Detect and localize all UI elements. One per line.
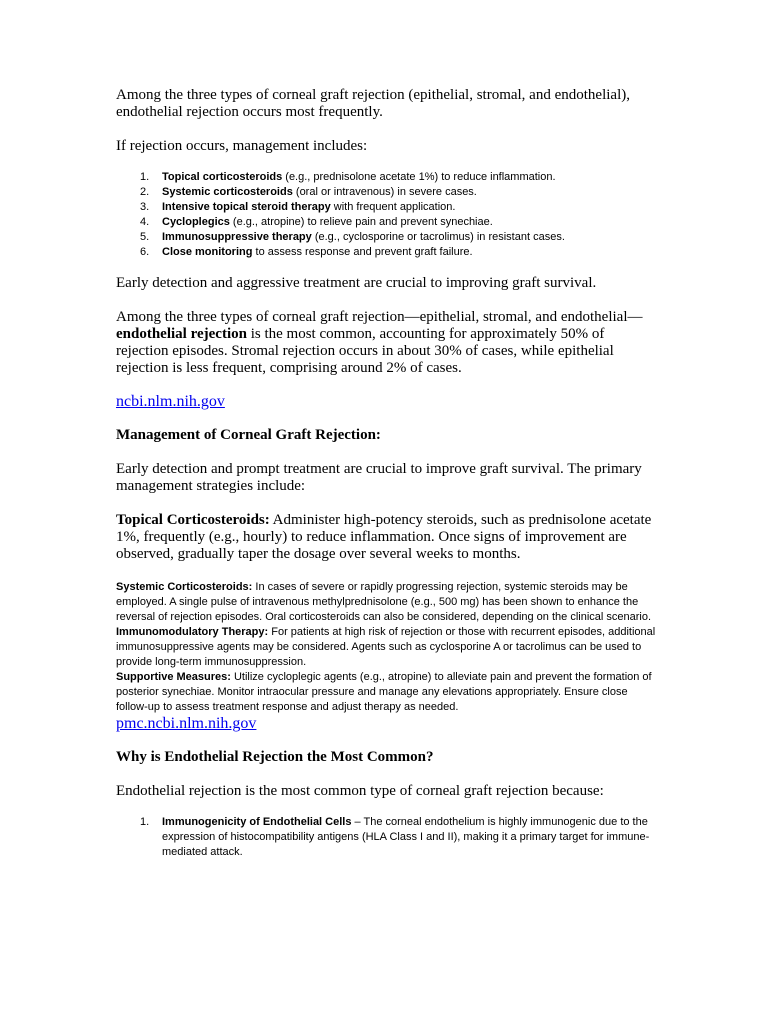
immunomodulatory-paragraph xyxy=(116,625,658,670)
list-item-text: (e.g., prednisolone acetate 1%) to reduce inflammation. xyxy=(282,171,556,183)
list-number: 1. xyxy=(140,171,150,183)
section-heading-why-endothelial: Why is Endothelial Rejection the Most Common? xyxy=(116,749,434,765)
list-item-text: with frequent application. xyxy=(330,201,456,213)
systemic-corticosteroids-paragraph xyxy=(116,580,658,625)
source-link-ncbi[interactable]: ncbi.nlm.nih.gov xyxy=(116,393,225,410)
strategies-block xyxy=(116,580,658,715)
paragraph-text: Among the three types of corneal graft rejection—epithelial, stromal, and endothelial— xyxy=(116,309,643,325)
source-link-pmc[interactable]: pmc.ncbi.nlm.nih.gov xyxy=(116,715,257,732)
list-item xyxy=(116,200,658,215)
paragraph-text: In cases of severe or rapidly progressing rejection, systemic steroids may be employed. A single pulse of intravenous methylprednisolone (e.g., 500 mg) has been shown to enhance the reversal of rejection episodes. Oral corticosteroids can also be considered, depending on the clinical scenario. xyxy=(116,581,652,623)
list-item xyxy=(116,245,658,260)
paragraph-text: For patients at high risk of rejection or those with recurrent episodes, additional immunosuppressive agents may be considered. Agents such as cyclosporine A or tacrolimus can be used to provide long-term immunosuppression. xyxy=(116,626,656,668)
list-number: 5. xyxy=(140,231,150,243)
list-item xyxy=(116,170,658,185)
list-number: 1. xyxy=(140,816,150,828)
list-item-text: (e.g., atropine) to relieve pain and prevent synechiae. xyxy=(229,216,493,228)
reasons-list xyxy=(116,815,658,860)
list-number: 2. xyxy=(140,186,150,198)
list-item-term: Immunosuppressive therapy xyxy=(162,231,312,243)
why-intro: Endothelial rejection is the most common type of corneal graft rejection because: xyxy=(116,783,604,799)
rejection-types-paragraph xyxy=(116,309,658,377)
intro-paragraph: Among the three types of corneal graft rejection (epithelial, stromal, and endothelial), endothelial rejection occurs most frequently. xyxy=(116,87,630,120)
management-intro: If rejection occurs, management includes: xyxy=(116,138,368,154)
list-item-term: Immunogenicity of Endothelial Cells xyxy=(162,816,352,828)
list-item-text: (oral or intravenous) in severe cases. xyxy=(292,186,477,198)
term-label: Supportive Measures: xyxy=(116,671,231,683)
topical-corticosteroids-paragraph xyxy=(116,512,658,563)
list-item-term: Intensive topical steroid therapy xyxy=(162,201,331,213)
management-strategies-intro: Early detection and prompt treatment are crucial to improve graft survival. The primary management strategies include: xyxy=(116,461,642,494)
list-number: 4. xyxy=(140,216,150,228)
list-item xyxy=(116,215,658,230)
list-number: 6. xyxy=(140,246,150,258)
term-label: Immunomodulatory Therapy: xyxy=(116,626,269,638)
list-item xyxy=(116,815,658,860)
list-item-text: – The corneal endothelium is highly immunogenic due to the expression of histocompatibility antigens (HLA Class I and II), making it a primary target for immune-mediated attack. xyxy=(162,816,650,858)
term-label: Systemic Corticosteroids: xyxy=(116,581,253,593)
list-item-term: Close monitoring xyxy=(162,246,253,258)
list-item xyxy=(116,230,658,245)
section-heading-management: Management of Corneal Graft Rejection: xyxy=(116,427,381,443)
early-detection-paragraph: Early detection and aggressive treatment are crucial to improving graft survival. xyxy=(116,275,597,291)
list-item-term: Cycloplegics xyxy=(162,216,230,228)
list-item-term: Topical corticosteroids xyxy=(162,171,283,183)
management-list xyxy=(116,170,658,260)
paragraph-text: Utilize cycloplegic agents (e.g., atropine) to alleviate pain and prevent the formation of posterior synechiae. Monitor intraocular pressure and manage any elevations appropriately. Ensure close follow-up to assess treatment response and adjust therapy as needed. xyxy=(116,671,652,713)
list-item xyxy=(116,185,658,200)
list-item-text: (e.g., cyclosporine or tacrolimus) in resistant cases. xyxy=(311,231,565,243)
supportive-measures-paragraph xyxy=(116,670,658,715)
paragraph-text: Administer high-potency steroids, such as prednisolone acetate 1%, frequently (e.g., hourly) to reduce inflammation. Once signs of improvement are observed, gradually taper the dosage over several weeks to months. xyxy=(116,512,652,562)
term-label: Topical Corticosteroids: xyxy=(116,512,270,528)
paragraph-text: is the most common, accounting for approximately 50% of rejection episodes. Stromal rejection occurs in about 30% of cases, while epithelial rejection is less frequent, comprising around 2% of cases. xyxy=(116,326,614,376)
list-item-term: Systemic corticosteroids xyxy=(162,186,293,198)
emphasis-text: endothelial rejection xyxy=(116,326,247,342)
list-item-text: to assess response and prevent graft failure. xyxy=(252,246,473,258)
list-number: 3. xyxy=(140,201,150,213)
